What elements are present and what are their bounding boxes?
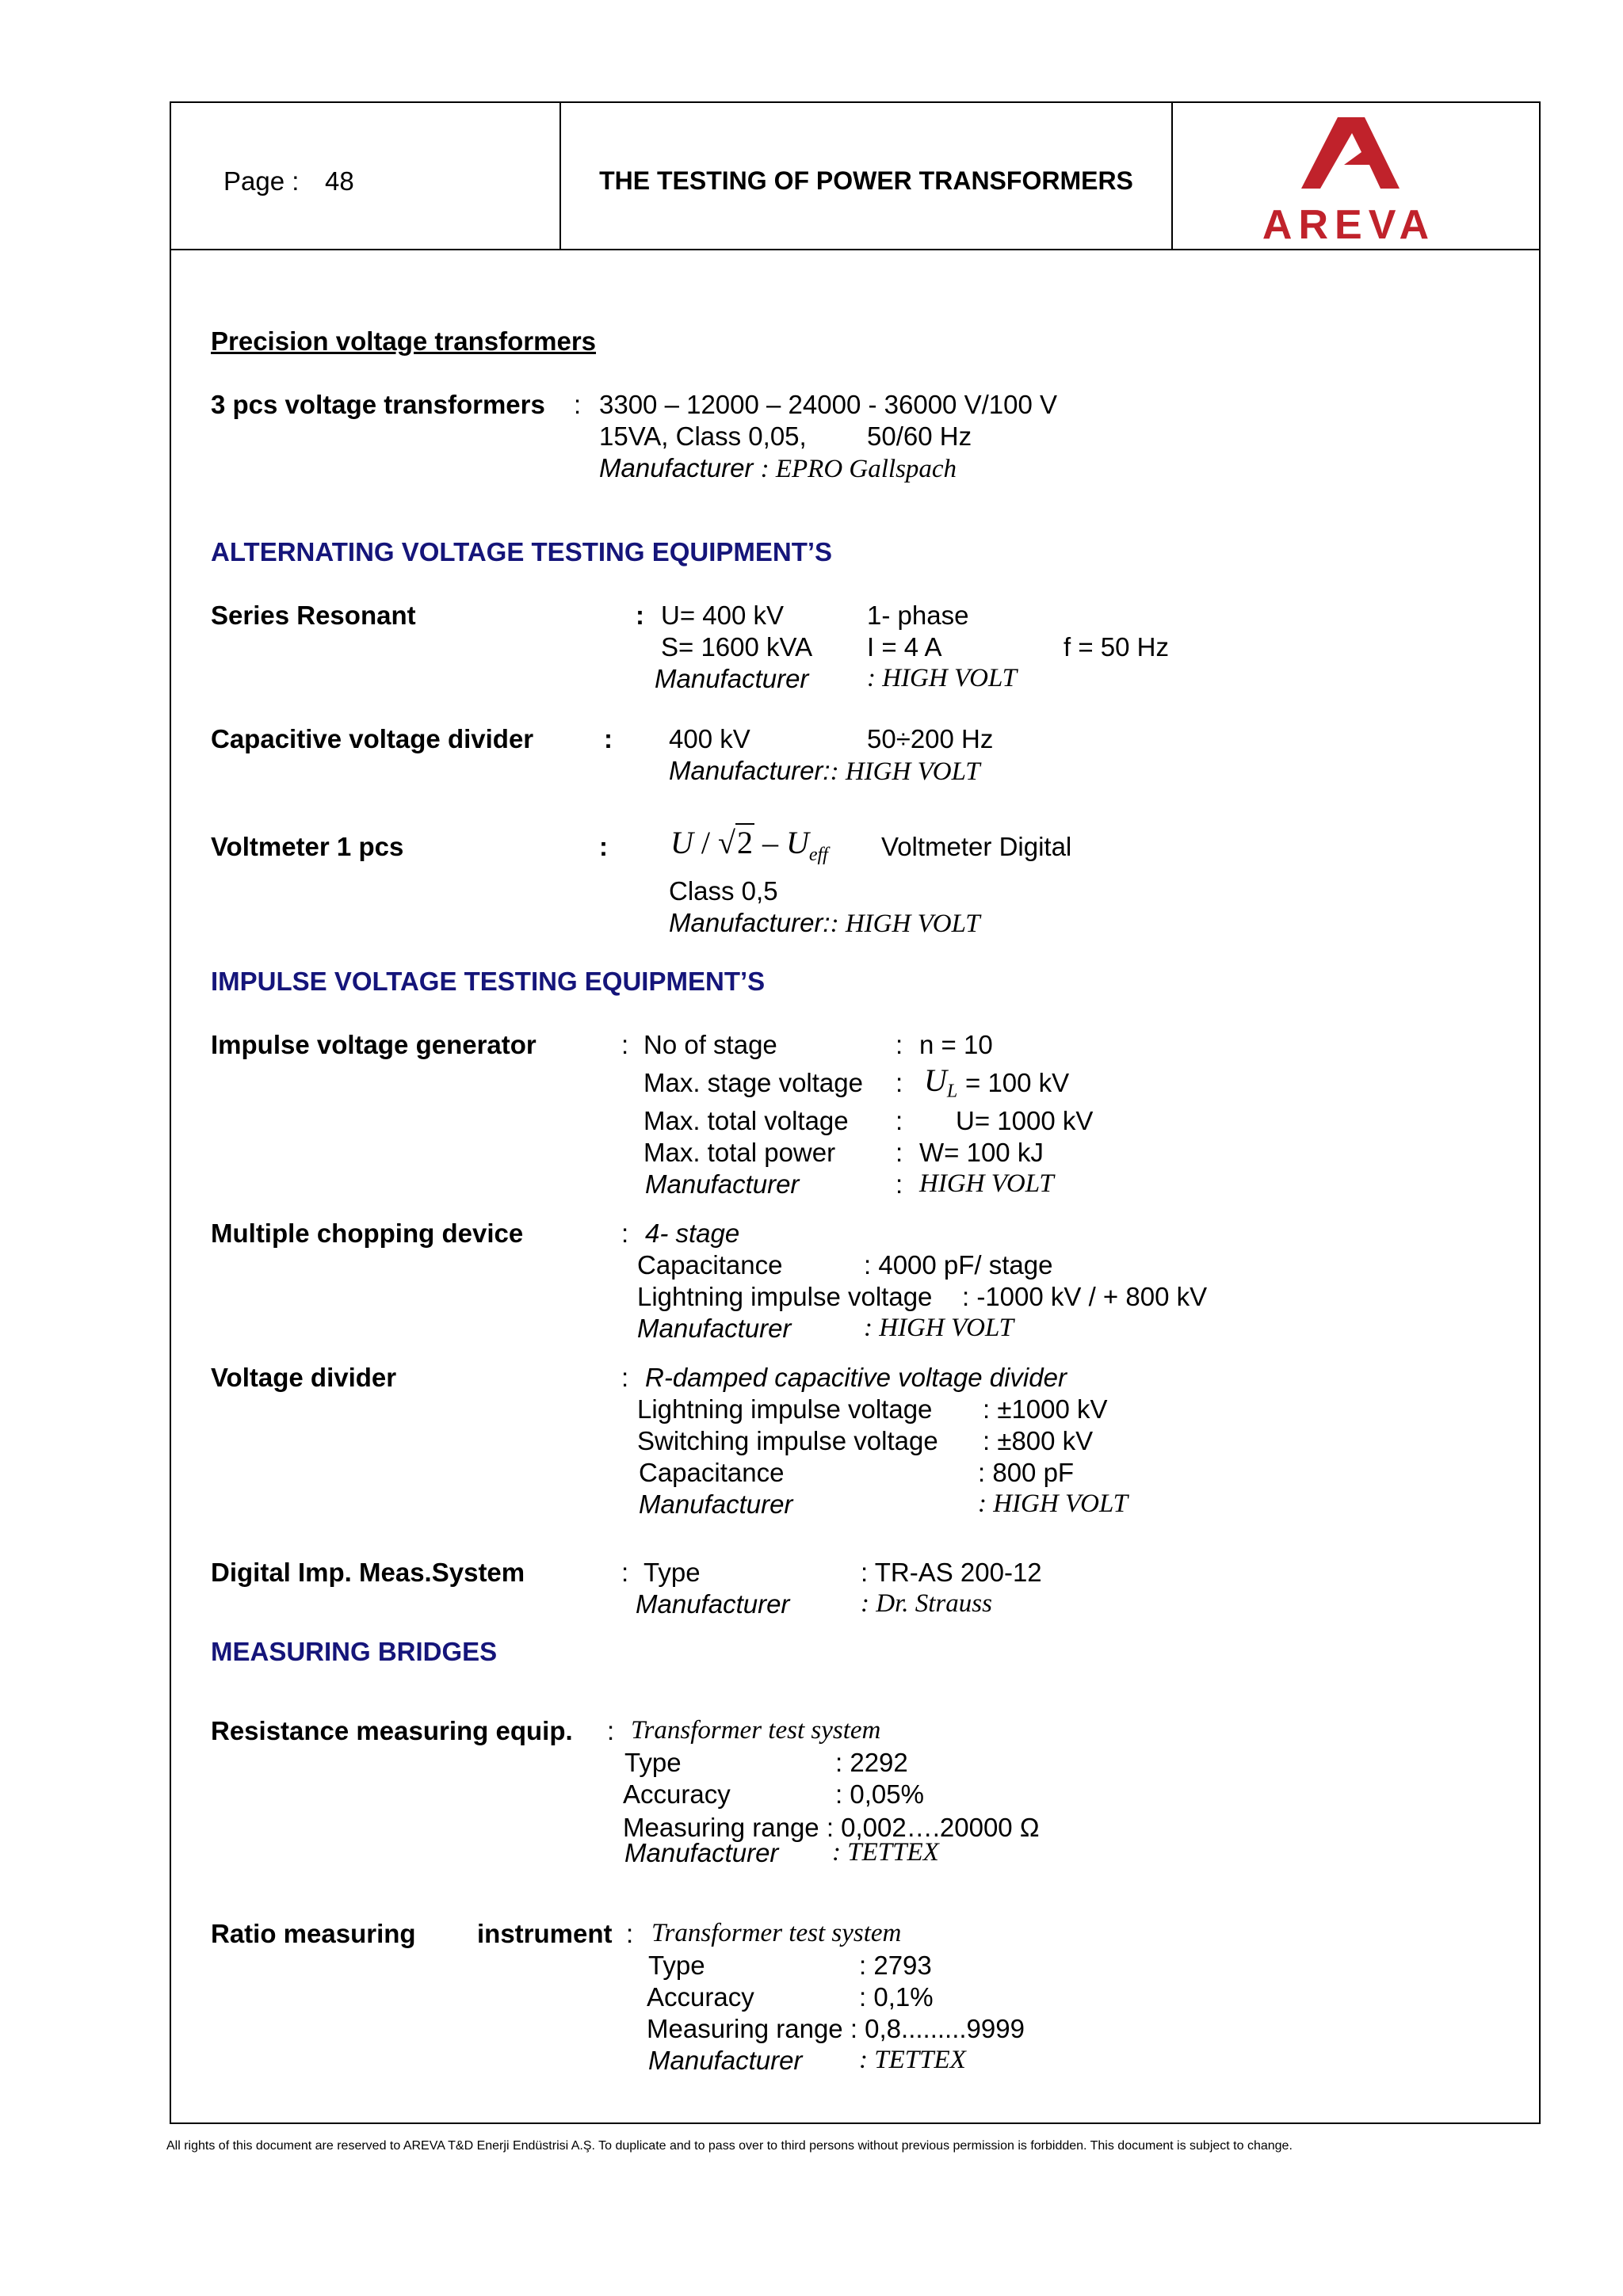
series-colon: : <box>636 601 644 630</box>
generator-row-value: U= 1000 kV <box>956 1106 1094 1135</box>
ratio-system: Transformer test system <box>651 1919 902 1947</box>
chopping-manufacturer-label: Manufacturer <box>637 1314 792 1343</box>
series-resonant-label: Series Resonant <box>211 601 416 630</box>
divider-row-key: Lightning impulse voltage <box>637 1394 933 1424</box>
voltmeter-colon: : <box>599 832 608 861</box>
ratio-type-value: : 2793 <box>859 1951 932 1980</box>
divider-row-value: : 800 pF <box>978 1458 1075 1487</box>
chopping-device-label: Multiple chopping device <box>211 1219 524 1248</box>
generator-ul-symbol: $U_L$ <box>924 1062 958 1102</box>
generator-row-colon: : <box>896 1138 903 1167</box>
page-number: 48 <box>325 166 354 196</box>
pvt-ratio: 3300 – 12000 – 24000 - 36000 V/100 V <box>599 390 1057 419</box>
section-heading-precision: Precision voltage transformers <box>211 326 597 356</box>
digital-manufacturer-label: Manufacturer <box>636 1589 790 1619</box>
generator-row-key: Manufacturer <box>645 1169 800 1199</box>
ratio-instrument-label-2: instrument <box>477 1919 613 1948</box>
resistance-colon: : <box>607 1716 615 1745</box>
chopping-stage: 4- stage <box>645 1219 740 1248</box>
title-cell <box>561 103 1173 249</box>
section-heading-alternating: ALTERNATING VOLTAGE TESTING EQUIPMENT’S <box>211 537 833 566</box>
divider-colon: : <box>621 1363 629 1392</box>
generator-row-colon: : <box>896 1068 903 1097</box>
series-manufacturer-value: : HIGH VOLT <box>867 664 1018 692</box>
generator-row-value: HIGH VOLT <box>919 1169 1054 1198</box>
chopping-lightning-value: : -1000 kV / + 800 kV <box>962 1282 1208 1311</box>
chopping-colon: : <box>621 1219 629 1248</box>
pvt-label: 3 pcs voltage transformers <box>211 390 545 419</box>
generator-row-colon: : <box>896 1169 903 1199</box>
voltmeter-label: Voltmeter 1 pcs <box>211 832 404 861</box>
resistance-accuracy-value: : 0,05% <box>835 1779 924 1809</box>
pvt-frequency: 50/60 Hz <box>867 421 972 451</box>
capacitive-manufacturer: Manufacturer:: HIGH VOLT <box>669 756 980 786</box>
voltmeter-manufacturer: Manufacturer:: HIGH VOLT <box>669 908 980 938</box>
voltage-divider-label: Voltage divider <box>211 1363 397 1392</box>
voltmeter-class: Class 0,5 <box>669 876 778 906</box>
series-voltage: U= 400 kV <box>661 601 785 630</box>
voltmeter-formula: U / $√2 - U_{eff}$ <box>670 825 828 865</box>
digital-measurement-label: Digital Imp. Meas.System <box>211 1558 525 1587</box>
document-header <box>171 103 1539 250</box>
resistance-manufacturer-label: Manufacturer <box>624 1838 779 1867</box>
generator-row-value: n = 10 <box>919 1030 993 1059</box>
resistance-range: Measuring range : 0,002….20000 Ω <box>623 1813 1040 1842</box>
ratio-type-label: Type <box>648 1951 705 1980</box>
ratio-manufacturer-value: : TETTEX <box>859 2046 966 2074</box>
generator-row-value: W= 100 kJ <box>919 1138 1044 1167</box>
ratio-accuracy-value: : 0,1% <box>859 1982 934 2012</box>
chopping-manufacturer-value: : HIGH VOLT <box>864 1314 1014 1342</box>
digital-colon: : <box>621 1558 629 1587</box>
capacitive-frequency: 50÷200 Hz <box>867 724 994 753</box>
page-number-cell <box>171 103 561 249</box>
generator-row-colon: : <box>896 1106 903 1135</box>
chopping-capacitance-label: Capacitance <box>637 1250 783 1280</box>
generator-row-value: = 100 kV <box>965 1068 1070 1097</box>
divider-row-value: : HIGH VOLT <box>978 1489 1128 1518</box>
series-frequency: f = 50 Hz <box>1064 632 1169 662</box>
resistance-type-value: : 2292 <box>835 1748 908 1777</box>
document-title: THE TESTING OF POWER TRANSFORMERS <box>599 166 1133 195</box>
generator-row-key: Max. stage voltage <box>643 1068 863 1097</box>
chopping-capacitance-value: : 4000 pF/ stage <box>864 1250 1053 1280</box>
ratio-accuracy-label: Accuracy <box>647 1982 754 2012</box>
ratio-manufacturer-label: Manufacturer <box>648 2046 803 2075</box>
digital-type-value: : TR-AS 200-12 <box>861 1558 1042 1587</box>
pvt-class: 15VA, Class 0,05, <box>599 421 807 451</box>
capacitive-divider-label: Capacitive voltage divider <box>211 724 534 753</box>
capacitive-colon: : <box>604 724 613 753</box>
resistance-equipment-label: Resistance measuring equip. <box>211 1716 573 1745</box>
series-phase: 1- phase <box>867 601 969 630</box>
section-heading-impulse: IMPULSE VOLTAGE TESTING EQUIPMENT’S <box>211 967 766 996</box>
capacitive-voltage: 400 kV <box>669 724 750 753</box>
generator-row-key: Max. total power <box>643 1138 836 1167</box>
divider-row-key: Manufacturer <box>639 1489 793 1519</box>
resistance-accuracy-label: Accuracy <box>623 1779 731 1809</box>
generator-row-key: No of stage <box>643 1030 777 1059</box>
resistance-manufacturer-value: : TETTEX <box>832 1838 939 1867</box>
generator-row-colon: : <box>896 1030 903 1059</box>
logo-wordmark: AREVA <box>1262 202 1436 248</box>
voltmeter-description: Voltmeter Digital <box>881 832 1072 861</box>
divider-row-value: : ±1000 kV <box>983 1394 1108 1424</box>
divider-type: R-damped capacitive voltage divider <box>645 1363 1067 1392</box>
divider-row-value: : ±800 kV <box>983 1426 1094 1455</box>
copyright-footer: All rights of this document are reserved to AREVA T&D Enerji Endüstrisi A.Ş. To duplicate and to pass over to third persons without previous permission is forbidden. This document is subject to change. <box>166 2139 1293 2153</box>
series-current: I = 4 A <box>867 632 942 662</box>
impulse-generator-label: Impulse voltage generator <box>211 1030 537 1059</box>
digital-manufacturer-value: : Dr. Strauss <box>861 1589 992 1618</box>
page-label: Page : <box>223 166 300 196</box>
chopping-lightning-label: Lightning impulse voltage <box>637 1282 933 1311</box>
ratio-range: Measuring range : 0,8.........9999 <box>647 2014 1025 2043</box>
resistance-system: Transformer test system <box>631 1716 881 1745</box>
divider-row-key: Switching impulse voltage <box>637 1426 938 1455</box>
ratio-instrument-label: Ratio measuring <box>211 1919 416 1948</box>
digital-type-label: Type <box>643 1558 701 1587</box>
resistance-type-label: Type <box>624 1748 682 1777</box>
generator-row-key: Max. total voltage <box>643 1106 849 1135</box>
divider-row-key: Capacitance <box>639 1458 785 1487</box>
series-manufacturer-label: Manufacturer <box>655 664 809 693</box>
logo-cell <box>1173 103 1541 249</box>
pvt-manufacturer: Manufacturer : EPRO Gallspach <box>599 453 957 483</box>
section-heading-bridges: MEASURING BRIDGES <box>211 1637 498 1666</box>
series-power: S= 1600 kVA <box>661 632 813 662</box>
pvt-colon: : <box>574 390 582 419</box>
ratio-colon: : <box>626 1919 634 1948</box>
generator-colon: : <box>621 1030 629 1059</box>
